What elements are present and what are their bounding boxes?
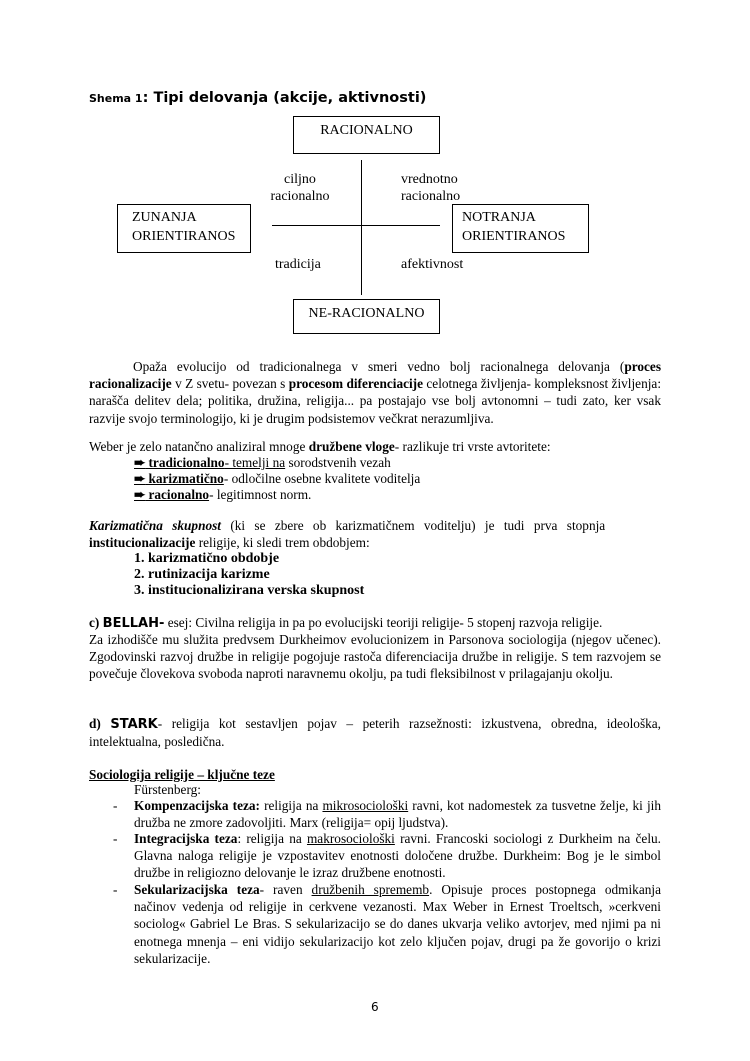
authority-item (134, 486, 311, 503)
box-notranja (452, 204, 589, 253)
label-racionalno-right: racionalno (401, 189, 461, 204)
quadrant-top-left (267, 171, 333, 205)
paragraph-charismatic (89, 517, 661, 534)
box-racionalno (293, 116, 440, 154)
vertical-axis (361, 160, 362, 295)
thesis-item (134, 797, 661, 831)
quadrant-bottom-left: tradicija (275, 257, 321, 272)
period-item: 1. karizmatično obdobje (134, 551, 280, 566)
authority-term: karizmatično (148, 471, 224, 486)
author-name: STARK (110, 717, 158, 732)
underlined-term: makrosociološki (306, 831, 395, 846)
text: - odločilne osebne kvalitete voditelja (223, 471, 421, 486)
text: Weber je zelo natančno analiziral mnoge (89, 439, 309, 454)
text: - raven (259, 882, 312, 897)
text: esej: Civilna religija in pa po evolucijski teoriji religije- 5 stopenj razvoja religije. (164, 615, 603, 630)
paragraph-charismatic-cont (89, 534, 661, 551)
horizontal-axis (272, 225, 440, 226)
scheme-title-text: : Tipi delovanja (akcije, aktivnosti) (142, 90, 427, 106)
label-racionalno-left: racionalno (270, 189, 330, 204)
authority-term: tradicionalno (148, 455, 225, 470)
text: - legitimnost norm. (209, 487, 312, 502)
text: - religija kot sestavljen pojav – peterih razsežnosti: izkustvena, obredna, ideološka, intelektualna, posledična. (89, 716, 661, 750)
underlined-term: družbenih sprememb (311, 882, 430, 897)
bold-term: družbene vloge (308, 439, 395, 454)
scheme-title (89, 90, 426, 106)
paragraph-weber (89, 438, 661, 455)
page-number: 6 (371, 1000, 379, 1014)
quadrant-bottom-right: afektivnost (401, 257, 464, 272)
bold-term: proces racionalizacije (89, 359, 661, 392)
text: Opaža evolucijo od tradicionalnega v smeri vedno bolj racionalnega delovanja ( (133, 359, 625, 374)
thesis-term: Kompenzacijska teza: (134, 798, 260, 813)
authority-term: racionalno (148, 487, 210, 502)
theses-author: Fürstenberg: (134, 782, 201, 797)
section-letter: d) (89, 716, 101, 731)
scheme-label: Shema 1 (89, 92, 143, 105)
heading-text: Sociologija religije – ključne teze (89, 767, 275, 782)
bellah-body: Za izhodišče mu služita predvsem Durkheimov evolucionizem in Parsonova sociologija (njegov učenec). Zgodovinski razvoj družbe in religije pogojuje rastoča diferenciacija družbe in religije. S tem razvojem se povečuje človekova svoboda naproti naravnemu okolju, pa tudi fleksibilnost v prilagajanju okolju. (89, 632, 661, 682)
box-notranja-line1: NOTRANJA (462, 210, 536, 225)
author-name: BELLAH- (102, 616, 165, 631)
bullet-dash: - (113, 831, 118, 846)
bold-term: procesom diferenciacije (288, 376, 424, 392)
box-racionalno-label: RACIONALNO (320, 123, 413, 138)
section-letter: c) (89, 615, 100, 630)
box-notranja-line2: ORIENTIRANOS (462, 229, 566, 244)
box-zunanja-line2: ORIENTIRANOS (132, 229, 236, 244)
thesis-item (134, 881, 661, 967)
text: ravni, kot nadomestek za tusvetne želje, ki jih družba ne zmore zadovoljiti. Marx (religija= opij ljudstva). (134, 798, 662, 831)
bullet-dash: - (113, 882, 118, 897)
quadrant-top-right (401, 171, 460, 205)
text: . Opisuje proces postopnega odmikanja načinov vedenja od religije in cerkvene vezanosti. Max Weber in Ernest Troeltsch, »cerkveni sociolog« Gabriel Le Bras. S sekularizacijo se do danes ukvarja veliko avtorjev, med njimi pa ni enotnega mnenja – eni vidijo sekularizacijo kot zelo ključen pojav, drugi pa že govorijo o krizi sekularizacije. (134, 882, 661, 966)
bellah-heading (89, 614, 661, 632)
text: - temelji na (224, 455, 286, 470)
paragraph-evolution (89, 358, 661, 427)
thesis-item (134, 830, 661, 882)
stark-paragraph (89, 715, 661, 750)
period-item: 2. rutinizacija karizme (134, 567, 270, 582)
arrow-right-icon: ➨ (134, 471, 146, 486)
period-item: 3. institucionalizirana verska skupnost (134, 583, 365, 598)
arrow-right-icon: ➨ (134, 487, 146, 502)
text: - razlikuje tri vrste avtoritete: (394, 439, 551, 454)
arrow-right-icon: ➨ (134, 455, 146, 470)
box-ne-racionalno-label: NE-RACIONALNO (308, 306, 425, 321)
thesis-term: Sekularizacijska teza (134, 882, 260, 897)
text: : religija na (237, 831, 307, 846)
label-ciljno: ciljno (284, 172, 316, 187)
text: (ki se zbere ob karizmatičnem voditelju) je tudi prva stopnja (221, 518, 606, 533)
text: sorodstvenih vezah (285, 455, 391, 470)
authority-item (134, 454, 391, 471)
text: v Z svetu- povezan s (171, 376, 289, 392)
underlined-term: mikrosociološki (322, 798, 409, 813)
box-zunanja-line1: ZUNANJA (132, 210, 197, 225)
text: ravni. Francoski sociologi z Durkheim na čelu. Glavna naloga religije je vzpostavitev enotnosti določene družbe. Durkheim: Bog je le simbol družbe in religiozno delovanje le izraz družbene enotnosti. (134, 831, 662, 881)
text: celotnega življenja- kompleksnost življenja: narašča delitev dela; politika, družina, religija... pa postajajo vse bolj avtonomni – tudi zato, ker vsak razvije svojo terminologijo, ki je drugim podsistemov večkrat nerazumljiva. (89, 376, 662, 426)
label-vrednotno: vrednotno (401, 172, 458, 187)
box-zunanja (117, 204, 251, 253)
text: religija na (259, 798, 323, 813)
bullet-dash: - (113, 798, 118, 813)
authority-item (134, 470, 420, 487)
bold-italic-term: Karizmatična skupnost (89, 518, 221, 533)
box-ne-racionalno (293, 299, 440, 334)
text: religije, ki sledi trem obdobjem: (195, 535, 370, 550)
thesis-term: Integracijska teza (134, 831, 238, 846)
bold-term: institucionalizacije (89, 535, 196, 550)
